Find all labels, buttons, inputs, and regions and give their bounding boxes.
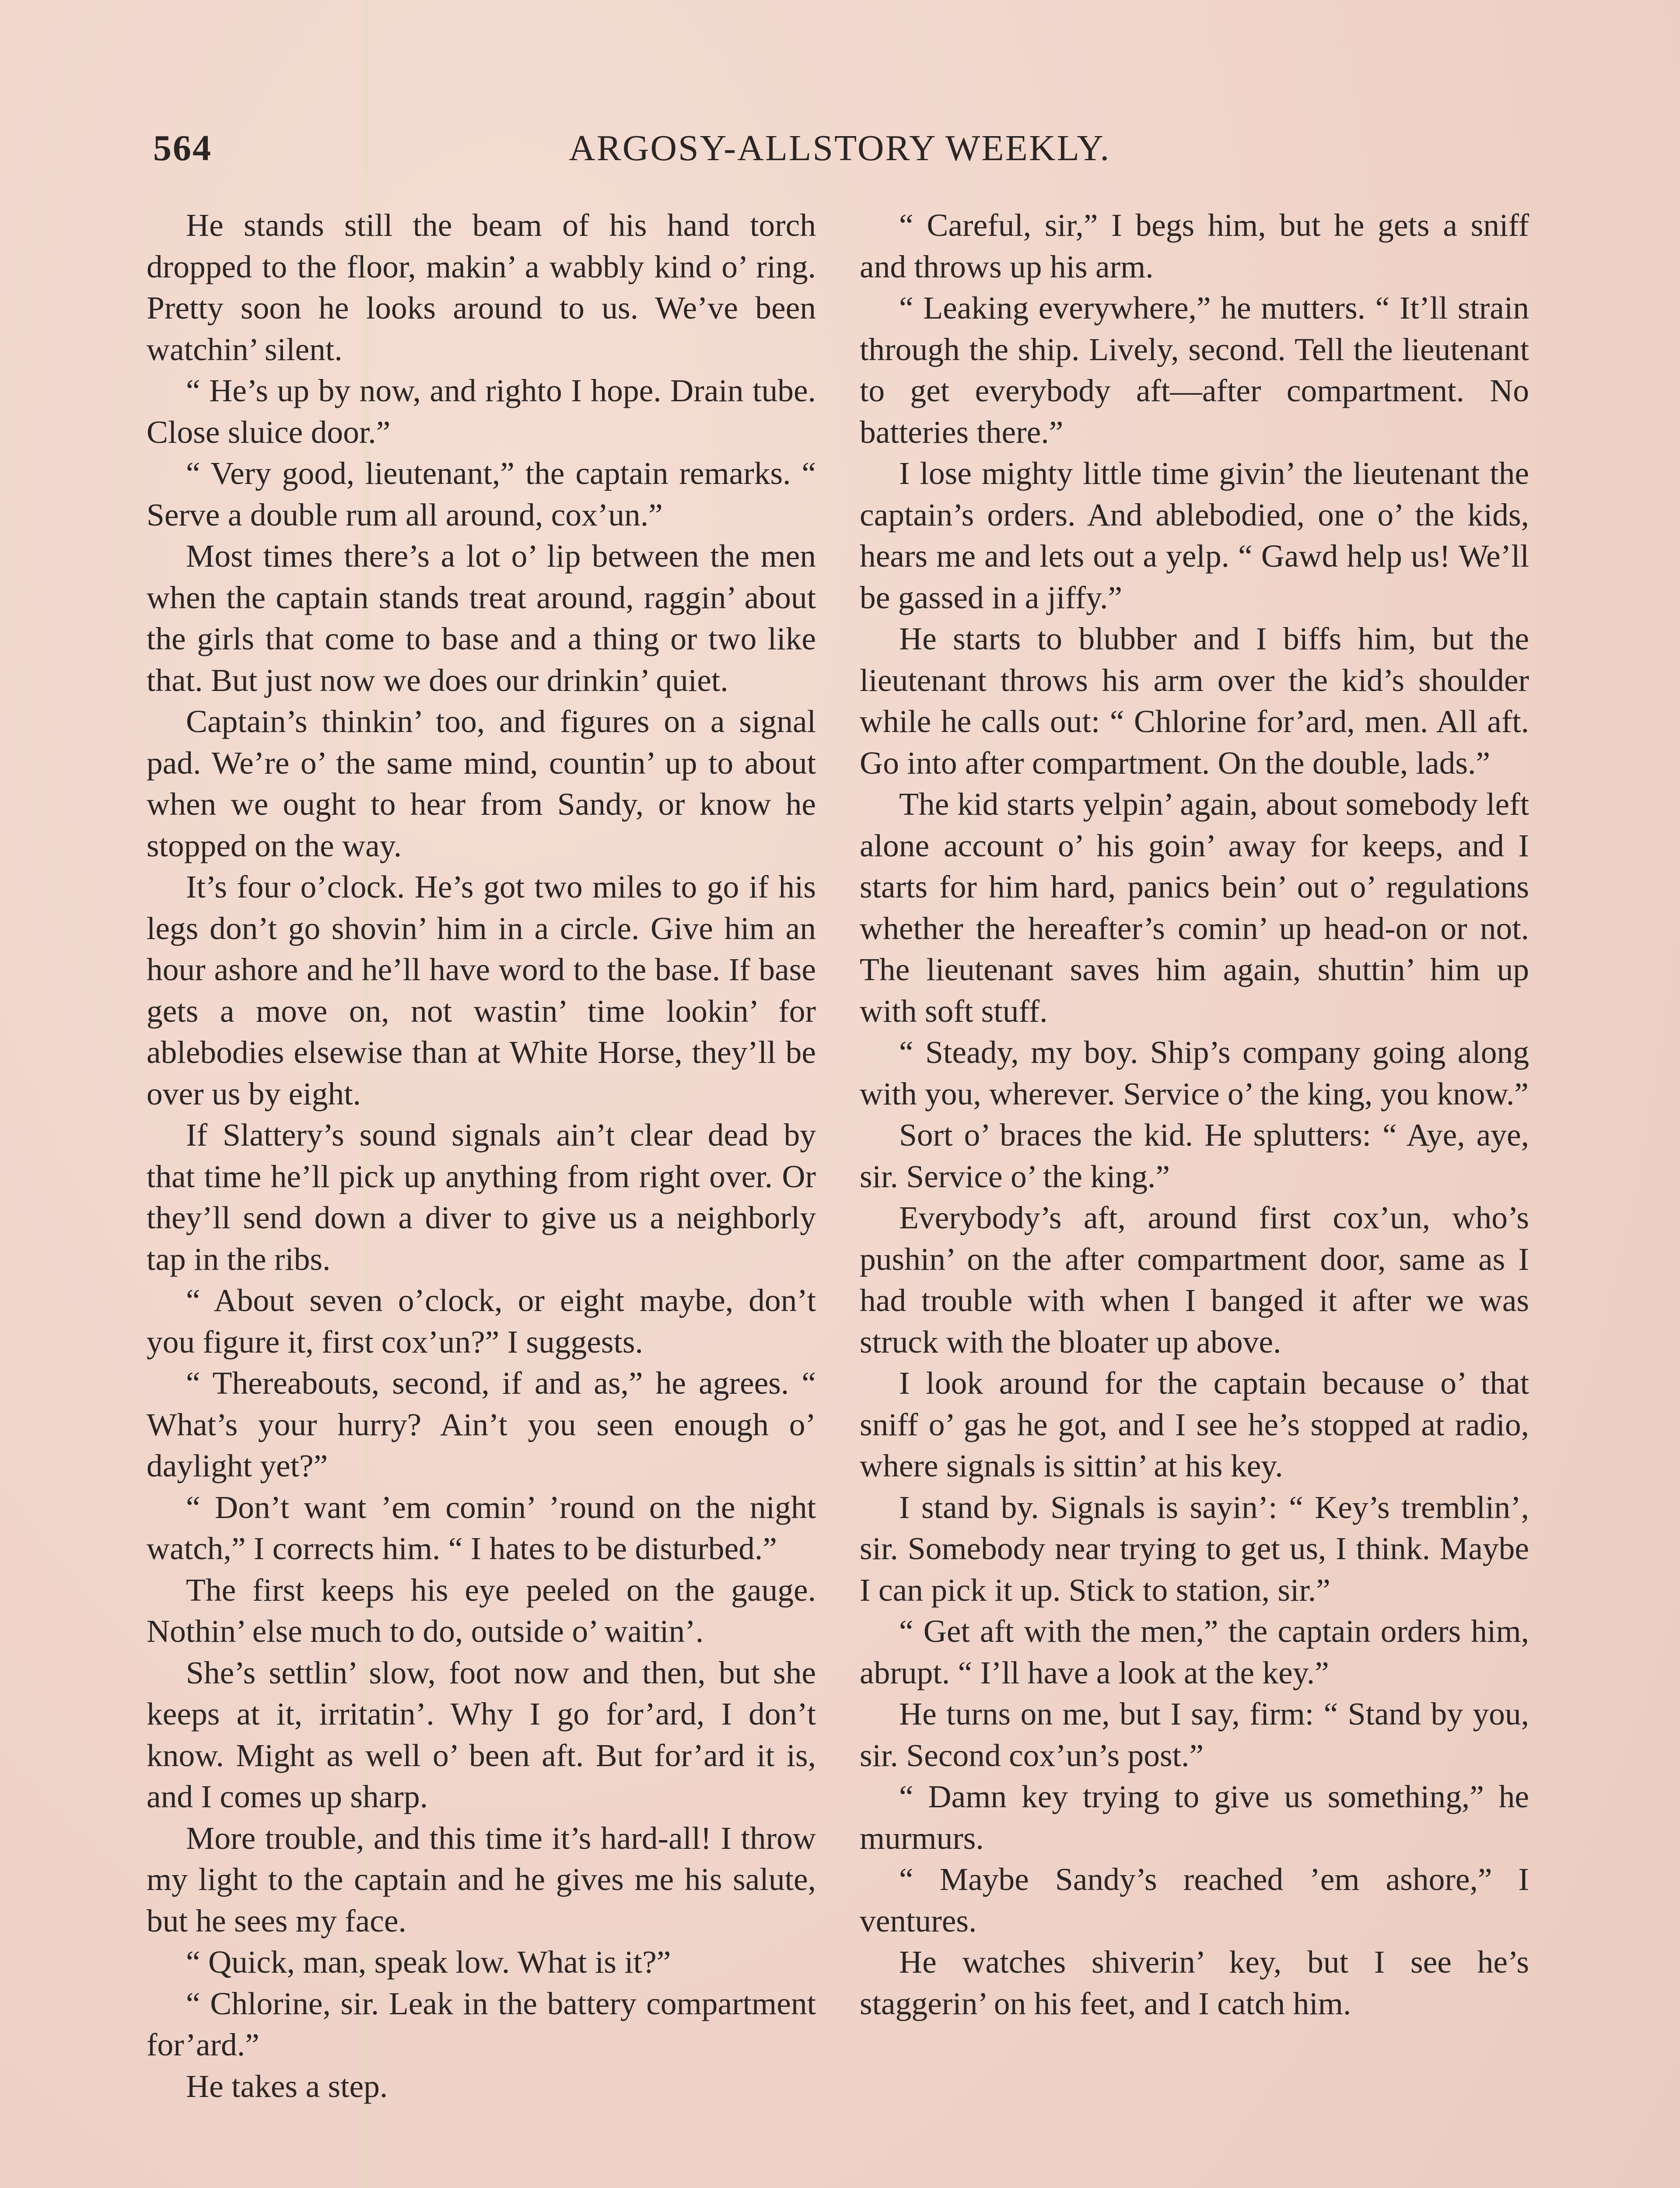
paragraph: “ Leaking everywhere,” he mutters. “ It’ll strain through the ship. Lively, second. Tell the lieutenant to get everybody aft—after compartment. No batteries there.” xyxy=(860,290,1529,450)
paragraph: I stand by. Signals is sayin’: “ Key’s tremblin’, sir. Somebody near trying to get us, I think. Maybe I can pick it up. Stick to station, sir.” xyxy=(860,1489,1529,1608)
paragraph: The first keeps his eye peeled on the gauge. Nothin’ else much to do, outside o’ waitin’. xyxy=(147,1572,816,1649)
page-number: 564 xyxy=(153,128,212,168)
running-title: ARGOSY-ALLSTORY WEEKLY. xyxy=(569,128,1111,168)
paragraph: The kid starts yelpin’ again, about somebody left alone account o’ his goin’ away for keeps, and I starts for him hard, panics bein’ out o’ regulations whether the hereafter’s comin’ up head-on or not. The lieutenant saves him again, shuttin’ him up with soft stuff. xyxy=(860,786,1529,1029)
paragraph: He starts to blubber and I biffs him, but the lieutenant throws his arm over the kid’s shoulder while he calls out: “ Chlorine for’ard, men. All aft. Go into after compartment. On the double, lads.” xyxy=(860,621,1529,781)
paragraph: He stands still the beam of his hand torch dropped to the floor, makin’ a wabbly kind o’ ring. Pretty soon he looks around to us. We’ve been watchin’ silent. xyxy=(147,207,816,367)
paragraph: He watches shiverin’ key, but I see he’s staggerin’ on his feet, and I catch him. xyxy=(860,1944,1529,2021)
paragraph: “ Careful, sir,” I begs him, but he gets a sniff and throws up his arm. xyxy=(860,207,1529,284)
paragraph: It’s four o’clock. He’s got two miles to go if his legs don’t go shovin’ him in a circle. Give him an hour ashore and he’ll have word to the base. If base gets a move on, not wastin’ time lookin’ for ablebodies elsewise than at White Horse, they’ll be over us by eight. xyxy=(147,869,816,1112)
page-header xyxy=(153,127,1536,175)
paragraph: He turns on me, but I say, firm: “ Stand by you, sir. Second cox’un’s post.” xyxy=(860,1696,1529,1773)
paragraph: “ Don’t want ’em comin’ ’round on the night watch,” I corrects him. “ I hates to be disturbed.” xyxy=(147,1489,816,1566)
paragraph: She’s settlin’ slow, foot now and then, but she keeps at it, irritatin’. Why I go for’ard, I don’t know. Might as well o’ been aft. But for’ard it is, and I comes up sharp. xyxy=(147,1655,816,1814)
paragraph: I lose mighty little time givin’ the lieutenant the captain’s orders. And ablebodied, one o’ the kids, hears me and lets out a yelp. “ Gawd help us! We’ll be gassed in a jiffy.” xyxy=(860,456,1529,615)
paragraph: Everybody’s aft, around first cox’un, who’s pushin’ on the after compartment door, same as I had trouble with when I banged it after we was struck with the bloater up above. xyxy=(860,1200,1529,1360)
paragraph: “ He’s up by now, and righto I hope. Drain tube. Close sluice door.” xyxy=(147,373,816,450)
paragraph: “ About seven o’clock, or eight maybe, don’t you figure it, first cox’un?” I suggests. xyxy=(147,1283,816,1360)
paragraph: Sort o’ braces the kid. He splutters: “ Aye, aye, sir. Service o’ the king.” xyxy=(860,1117,1529,1194)
paragraph: “ Get aft with the men,” the captain orders him, abrupt. “ I’ll have a look at the key.” xyxy=(860,1613,1529,1690)
paragraph: He takes a step. xyxy=(186,2068,388,2104)
paragraph: “ Damn key trying to give us something,” he murmurs. xyxy=(860,1779,1529,1856)
paragraph: “ Quick, man, speak low. What is it?” xyxy=(186,1944,671,1980)
paragraph: “ Thereabouts, second, if and as,” he agrees. “ What’s your hurry? Ain’t you seen enough o’ daylight yet?” xyxy=(147,1365,816,1483)
paragraph: “ Very good, lieutenant,” the captain remarks. “ Serve a double rum all around, cox’un.” xyxy=(147,456,816,533)
right-column xyxy=(860,205,1529,2188)
paragraph: If Slattery’s sound signals ain’t clear dead by that time he’ll pick up anything from right over. Or they’ll send down a diver to give us a neighborly tap in the ribs. xyxy=(147,1117,816,1277)
paragraph: I look around for the captain because o’ that sniff o’ gas he got, and I see he’s stopped at radio, where signals is sittin’ at his key. xyxy=(860,1365,1529,1483)
paragraph: More trouble, and this time it’s hard-all! I throw my light to the captain and he gives me his salute, but he sees my face. xyxy=(147,1820,816,1939)
left-column xyxy=(147,205,816,2188)
paragraph: “ Maybe Sandy’s reached ’em ashore,” I ventures. xyxy=(860,1862,1529,1939)
paragraph: “ Chlorine, sir. Leak in the battery compartment for’ard.” xyxy=(147,1985,816,2062)
paragraph: Most times there’s a lot o’ lip between the men when the captain stands treat around, raggin’ about the girls that come to base and a thing or two like that. But just now we does our drinkin’ quiet. xyxy=(147,538,816,698)
paragraph: “ Steady, my boy. Ship’s company going along with you, wherever. Service o’ the king, you know.” xyxy=(860,1034,1529,1112)
paragraph: Captain’s thinkin’ too, and figures on a signal pad. We’re o’ the same mind, countin’ up to about when we ought to hear from Sandy, or know he stopped on the way. xyxy=(147,704,816,863)
